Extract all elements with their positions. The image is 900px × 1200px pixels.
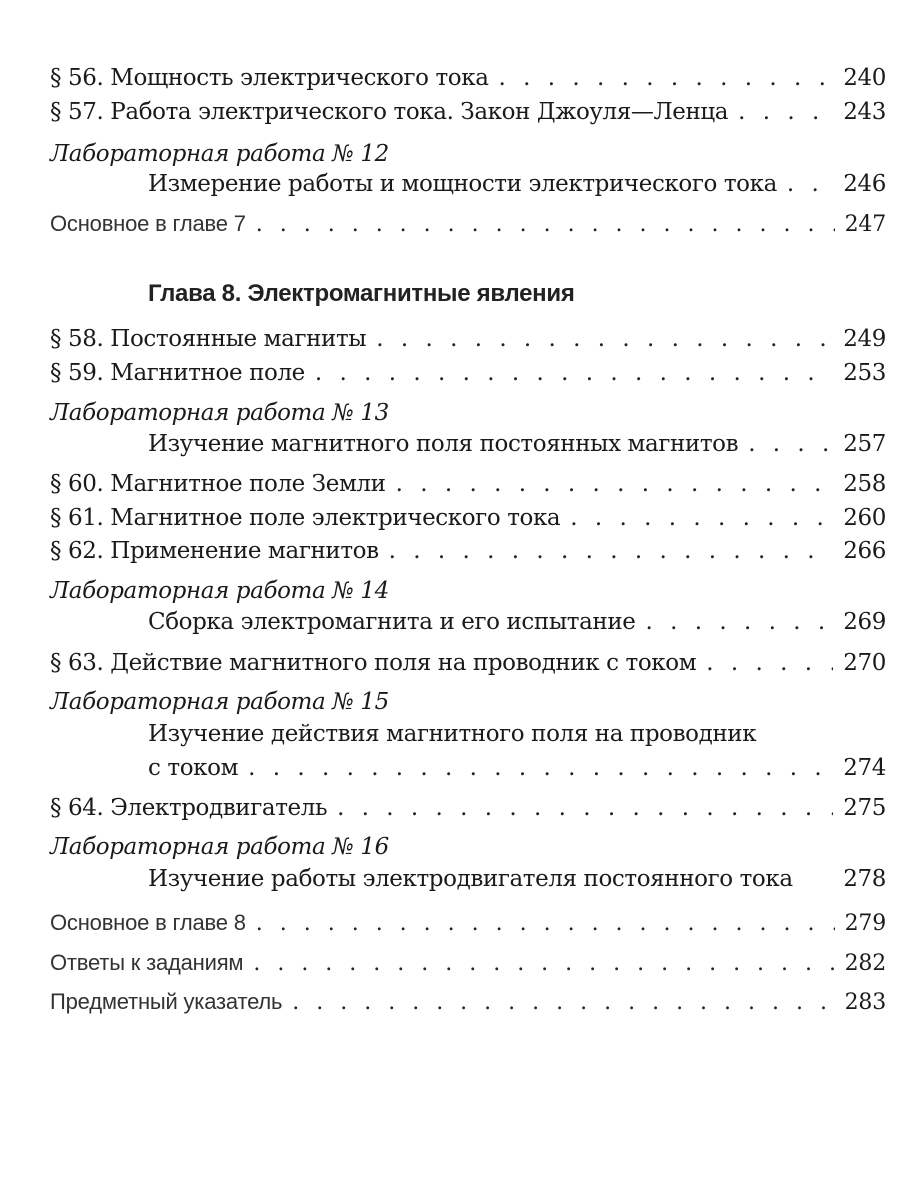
leader-dots (253, 946, 834, 982)
toc-entry-lab-13[interactable] (50, 426, 886, 462)
leader-dots (738, 94, 833, 130)
leader-dots (787, 166, 833, 202)
chapter-heading-8: Глава 8. Электромагнитные явления (148, 280, 575, 307)
page-number: 246 (843, 171, 886, 197)
page-number: 270 (843, 650, 886, 676)
page-number: 266 (843, 538, 886, 564)
leader-dots (256, 207, 835, 243)
page-number: 279 (844, 911, 886, 936)
page-number: 247 (844, 212, 886, 237)
entry-title: § 56. Мощность электрического тока (50, 65, 489, 91)
toc-entry-subject-index[interactable] (50, 984, 886, 1020)
toc-entry-lab-15-line1[interactable] (50, 716, 886, 752)
page-number: 240 (843, 65, 886, 91)
leader-dots (499, 60, 834, 96)
leader-dots (645, 604, 833, 640)
lab-heading-16: Лабораторная работа № 16 (50, 834, 389, 860)
leader-dots (292, 985, 834, 1021)
page-number: 260 (843, 505, 886, 531)
leader-dots (315, 355, 833, 391)
lab-heading-14: Лабораторная работа № 14 (50, 578, 389, 604)
lab-heading-12: Лабораторная работа № 12 (50, 141, 389, 167)
entry-title: Ответы к заданиям (50, 950, 244, 975)
toc-entry-section-63[interactable] (50, 645, 886, 681)
toc-entry-answers[interactable] (50, 945, 886, 981)
leader-dots (396, 466, 834, 502)
entry-title: § 59. Магнитное поле (50, 360, 305, 386)
toc-entry-summary-ch8[interactable] (50, 905, 886, 941)
entry-title: с током (148, 755, 239, 781)
lab-heading-15: Лабораторная работа № 15 (50, 689, 389, 715)
leader-dots (337, 790, 833, 826)
page-number: 257 (843, 431, 886, 457)
leader-dots (389, 533, 834, 569)
entry-title: § 61. Магнитное поле электрического тока (50, 505, 561, 531)
leader-dots (248, 750, 833, 786)
toc-entry-section-58[interactable] (50, 321, 886, 357)
toc-entry-lab-14[interactable] (50, 604, 886, 640)
entry-title: Изучение действия магнитного поля на проводник (148, 721, 757, 747)
toc-entry-section-56[interactable] (50, 60, 886, 96)
page-number: 243 (843, 99, 886, 125)
page-number: 278 (843, 866, 886, 892)
entry-title: Основное в главе 7 (50, 211, 246, 236)
toc-entry-summary-ch7[interactable] (50, 206, 886, 242)
leader-dots (256, 906, 835, 942)
toc-entry-lab-16[interactable] (50, 861, 886, 897)
leader-dots (748, 426, 833, 462)
entry-title: § 63. Действие магнитного поля на проводник с током (50, 650, 697, 676)
toc-entry-section-60[interactable] (50, 466, 886, 502)
entry-title: Основное в главе 8 (50, 910, 246, 935)
toc-entry-section-59[interactable] (50, 355, 886, 391)
entry-title: Сборка электромагнита и его испытание (148, 609, 636, 635)
leader-dots (570, 500, 833, 536)
toc-entry-lab-15[interactable] (50, 750, 886, 786)
entry-title: Предметный указатель (50, 989, 283, 1014)
toc-entry-section-62[interactable] (50, 533, 886, 569)
entry-title: Изучение магнитного поля постоянных магнитов (148, 431, 739, 457)
toc-entry-section-61[interactable] (50, 500, 886, 536)
toc-entry-lab-12[interactable] (50, 166, 886, 202)
page-number: 282 (844, 951, 886, 976)
toc-entry-section-57[interactable] (50, 94, 886, 130)
leader-dots (706, 645, 833, 681)
page-number: 249 (843, 326, 886, 352)
entry-title: § 57. Работа электрического тока. Закон Джоуля—Ленца (50, 99, 729, 125)
page-number: 275 (843, 795, 886, 821)
page-number: 283 (844, 990, 886, 1015)
entry-title: § 62. Применение магнитов (50, 538, 379, 564)
page-number: 258 (843, 471, 886, 497)
entry-title: § 64. Электродвигатель (50, 795, 328, 821)
page-number: 274 (843, 755, 886, 781)
entry-title: § 60. Магнитное поле Земли (50, 471, 386, 497)
lab-heading-13: Лабораторная работа № 13 (50, 400, 389, 426)
toc-entry-section-64[interactable] (50, 790, 886, 826)
page-number: 253 (843, 360, 886, 386)
entry-title: § 58. Постоянные магниты (50, 326, 367, 352)
entry-title: Изучение работы электродвигателя постоянного тока (148, 866, 793, 892)
page-number: 269 (843, 609, 886, 635)
leader-dots (376, 321, 833, 357)
entry-title: Измерение работы и мощности электрического тока (148, 171, 777, 197)
